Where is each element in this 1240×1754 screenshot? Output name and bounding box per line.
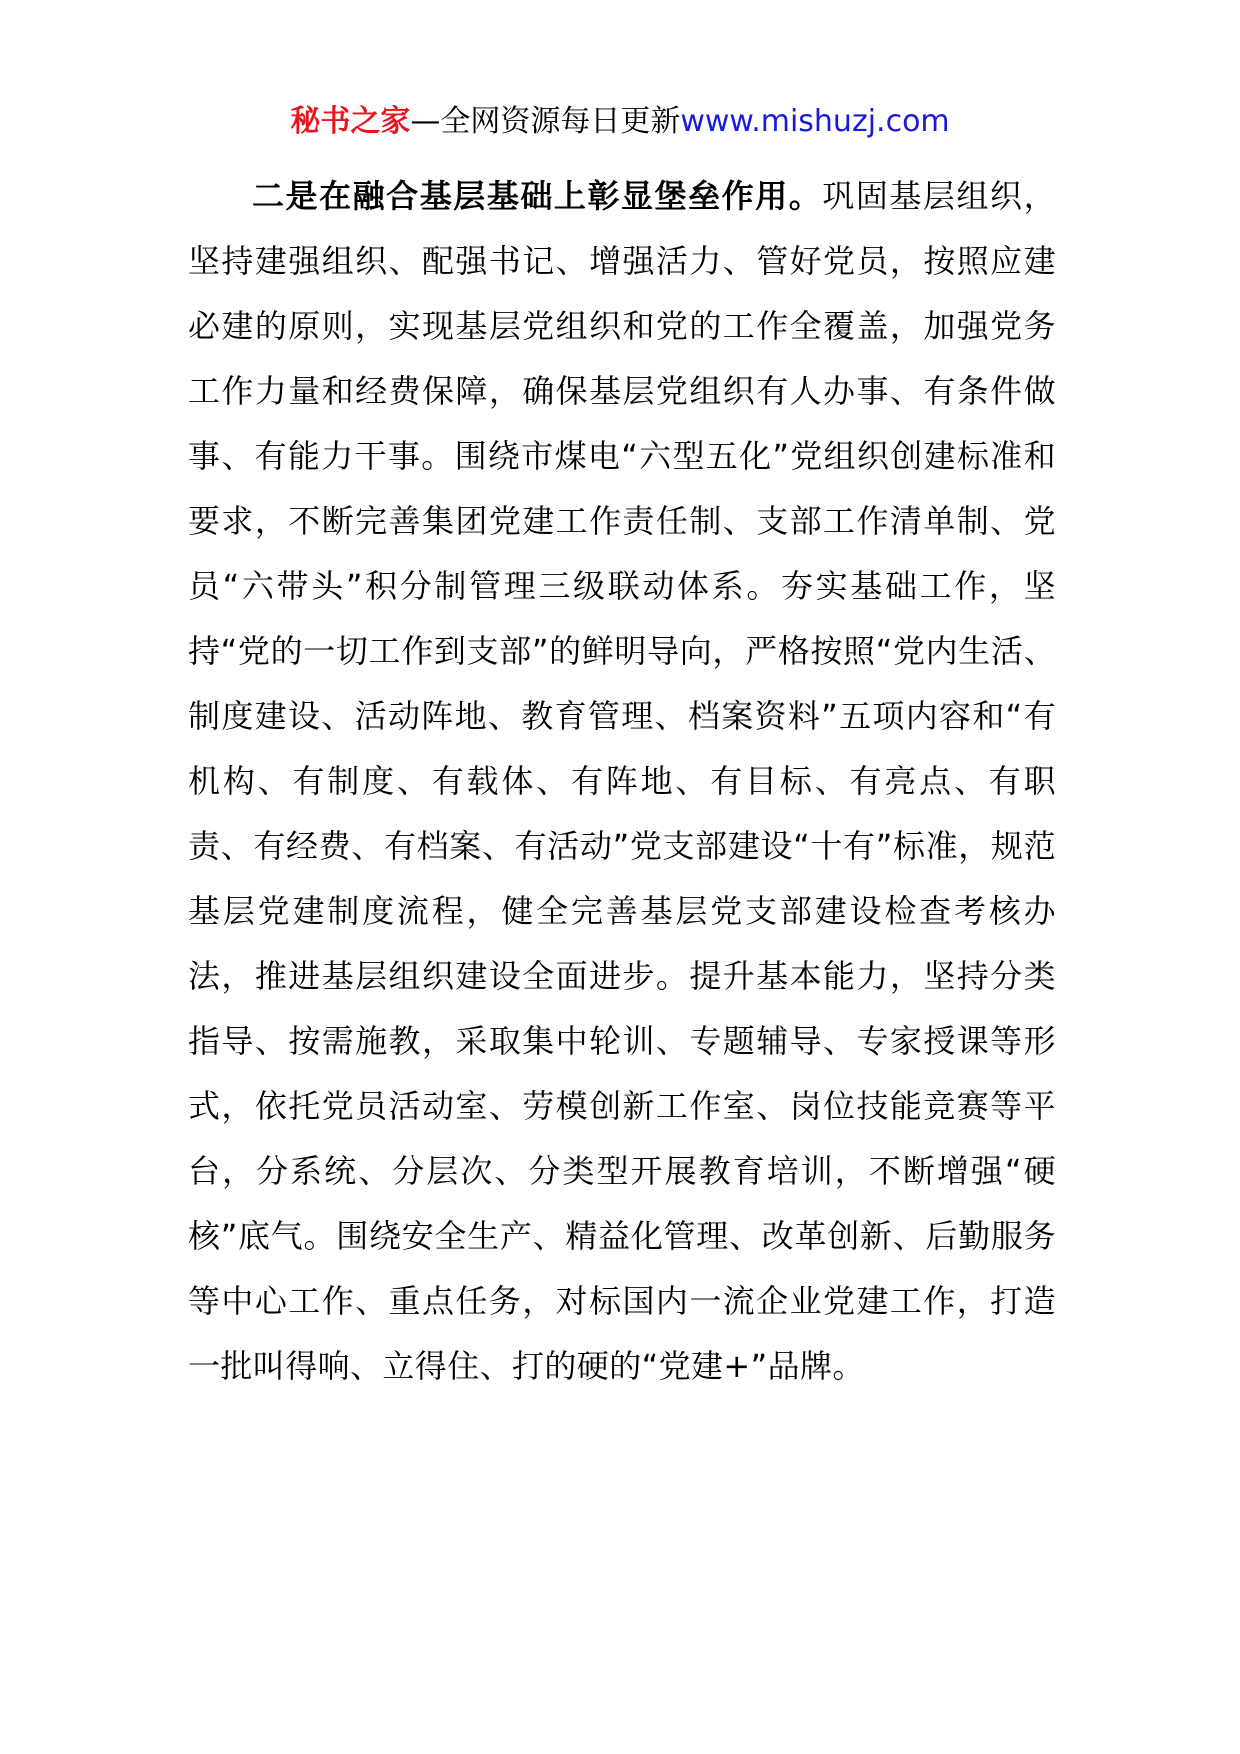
page-header — [0, 102, 1240, 142]
paragraph-lead: 二是在融合基层基础上彰显堡垒作用。 — [252, 177, 823, 215]
header-tagline: —全网资源每日更新 — [410, 104, 681, 139]
header-brand: 秘书之家 — [290, 104, 411, 139]
header-site-link[interactable]: www.mishuzj.com — [680, 104, 950, 139]
paragraph-body: 巩固基层组织，坚持建强组织、配强书记、增强活力、管好党员，按照应建必建的原则，实现基层党组织和党的工作全覆盖，加强党务工作力量和经费保障，确保基层党组织有人办事、有条件做事、有能力干事。围绕市煤电“六型五化”党组织创建标准和要求，不断完善集团党建工作责任制、支部工作清单制、党员“六带头”积分制管理三级联动体系。夯实基础工作，坚持“党的一切工作到支部”的鲜明导向，严格按照“党内生活、制度建设、活动阵地、教育管理、档案资料”五项内容和“有机构、有制度、有载体、有阵地、有目标、有亮点、有职责、有经费、有档案、有活动”党支部建设“十有”标准，规范基层党建制度流程，健全完善基层党支部建设检查考核办法，推进基层组织建设全面进步。提升基本能力，坚持分类指导、按需施教，采取集中轮训、专题辅导、专家授课等形式，依托党员活动室、劳模创新工作室、岗位技能竞赛等平台，分系统、分层次、分类型开展教育培训，不断增强“硬核”底气。围绕安全生产、精益化管理、改革创新、后勤服务等中心工作、重点任务，对标国内一流企业党建工作，打造一批叫得响、立得住、打的硬的“党建+”品牌。 — [188, 177, 1056, 1385]
body-paragraph — [188, 164, 1056, 1399]
